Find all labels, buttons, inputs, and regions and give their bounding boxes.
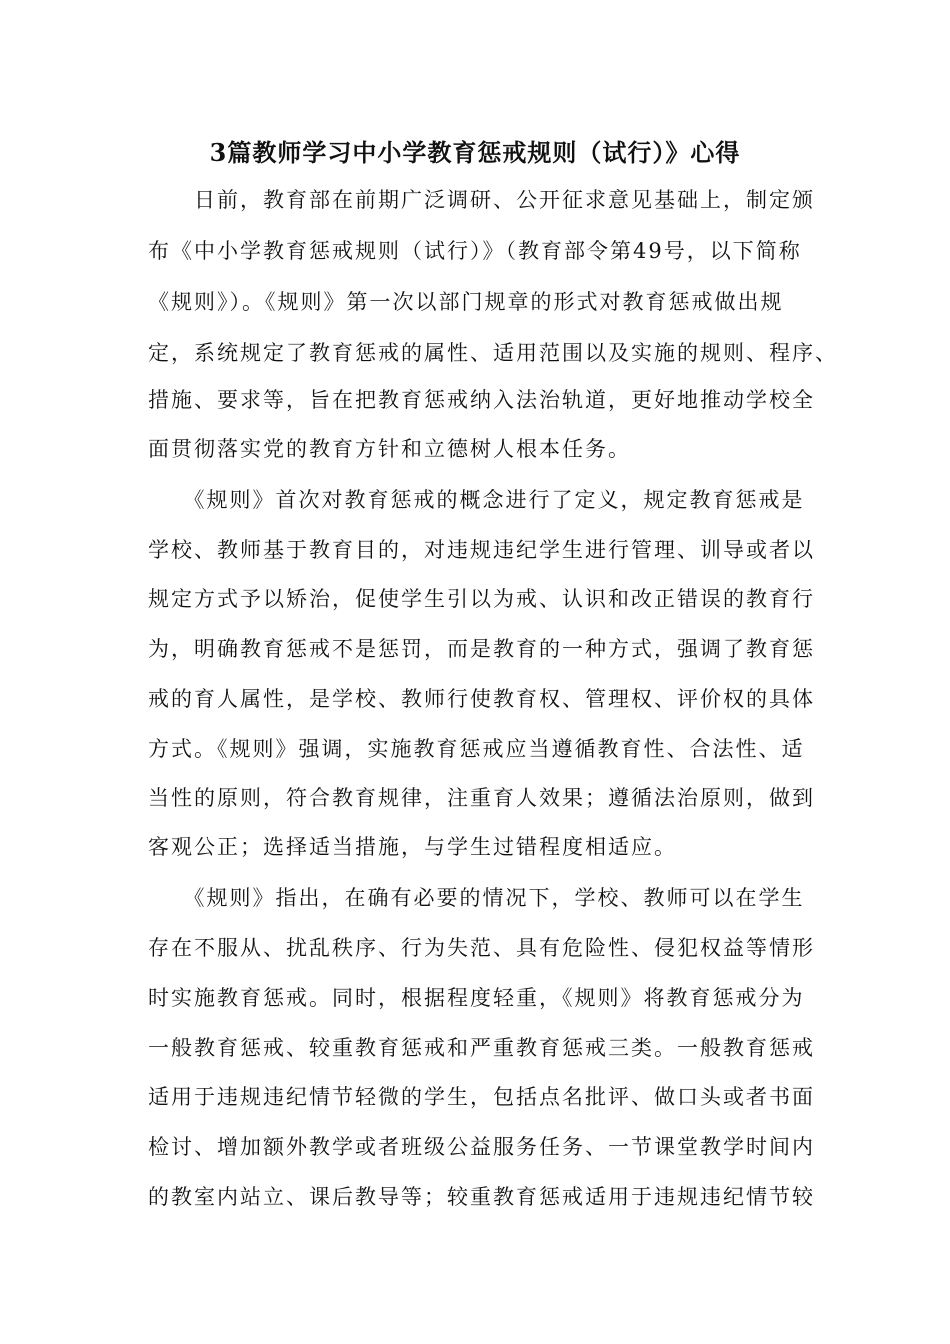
paragraph-2-line-4: 为，明确教育惩戒不是惩罚，而是教育的一种方式，强调了教育惩 <box>148 637 815 661</box>
paragraph-1-line-2: 布《中小学教育惩戒规则（试行）》（教育部令第49号，以下简称 <box>148 239 802 263</box>
paragraph-1-line-4: 定，系统规定了教育惩戒的属性、适用范围以及实施的规则、程序、 <box>148 341 838 365</box>
paragraph-3-line-7: 的教室内站立、课后教导等；较重教育惩戒适用于违规违纪情节较 <box>148 1185 815 1209</box>
paragraph-1-line-1: 日前，教育部在前期广泛调研、公开征求意见基础上，制定颁 <box>148 188 815 212</box>
paragraph-1-line-3: 《规则》）。《规则》第一次以部门规章的形式对教育惩戒做出规 <box>148 290 784 314</box>
paragraph-2-line-2: 学校、教师基于教育目的，对违规违纪学生进行管理、训导或者以 <box>148 538 815 562</box>
paragraph-2-line-3: 规定方式予以矫治，促使学生引以为戒、认识和改正错误的教育行 <box>148 587 815 611</box>
paragraph-2-line-5: 戒的育人属性，是学校、教师行使教育权、管理权、评价权的具体 <box>148 687 815 711</box>
paragraph-3-line-6: 检讨、增加额外教学或者班级公益服务任务、一节课堂教学时间内 <box>148 1135 815 1159</box>
paragraph-2-line-8: 客观公正；选择适当措施，与学生过错程度相适应。 <box>148 835 677 859</box>
paragraph-3-line-1: 《规则》指出，在确有必要的情况下，学校、教师可以在学生 <box>148 886 805 910</box>
paragraph-2-line-7: 当性的原则，符合教育规律，注重育人效果；遵循法治原则，做到 <box>148 786 815 810</box>
paragraph-2-line-1: 《规则》首次对教育惩戒的概念进行了定义，规定教育惩戒是 <box>148 488 805 512</box>
paragraph-3-line-2: 存在不服从、扰乱秩序、行为失范、具有危险性、侵犯权益等情形 <box>148 936 815 960</box>
document-title: 3篇教师学习中小学教育惩戒规则（试行）》心得 <box>209 138 741 167</box>
paragraph-1-line-5: 措施、要求等，旨在把教育惩戒纳入法治轨道，更好地推动学校全 <box>148 388 815 412</box>
paragraph-3-line-4: 一般教育惩戒、较重教育惩戒和严重教育惩戒三类。一般教育惩戒 <box>148 1036 815 1060</box>
paragraph-3-line-3: 时实施教育惩戒。同时，根据程度轻重，《规则》将教育惩戒分为 <box>148 986 805 1010</box>
paragraph-2-line-6: 方式。《规则》强调，实施教育惩戒应当遵循教育性、合法性、适 <box>148 737 805 761</box>
paragraph-1-line-6: 面贯彻落实党的教育方针和立德树人根本任务。 <box>148 437 631 461</box>
paragraph-3-line-5: 适用于违规违纪情节轻微的学生，包括点名批评、做口头或者书面 <box>148 1085 815 1109</box>
